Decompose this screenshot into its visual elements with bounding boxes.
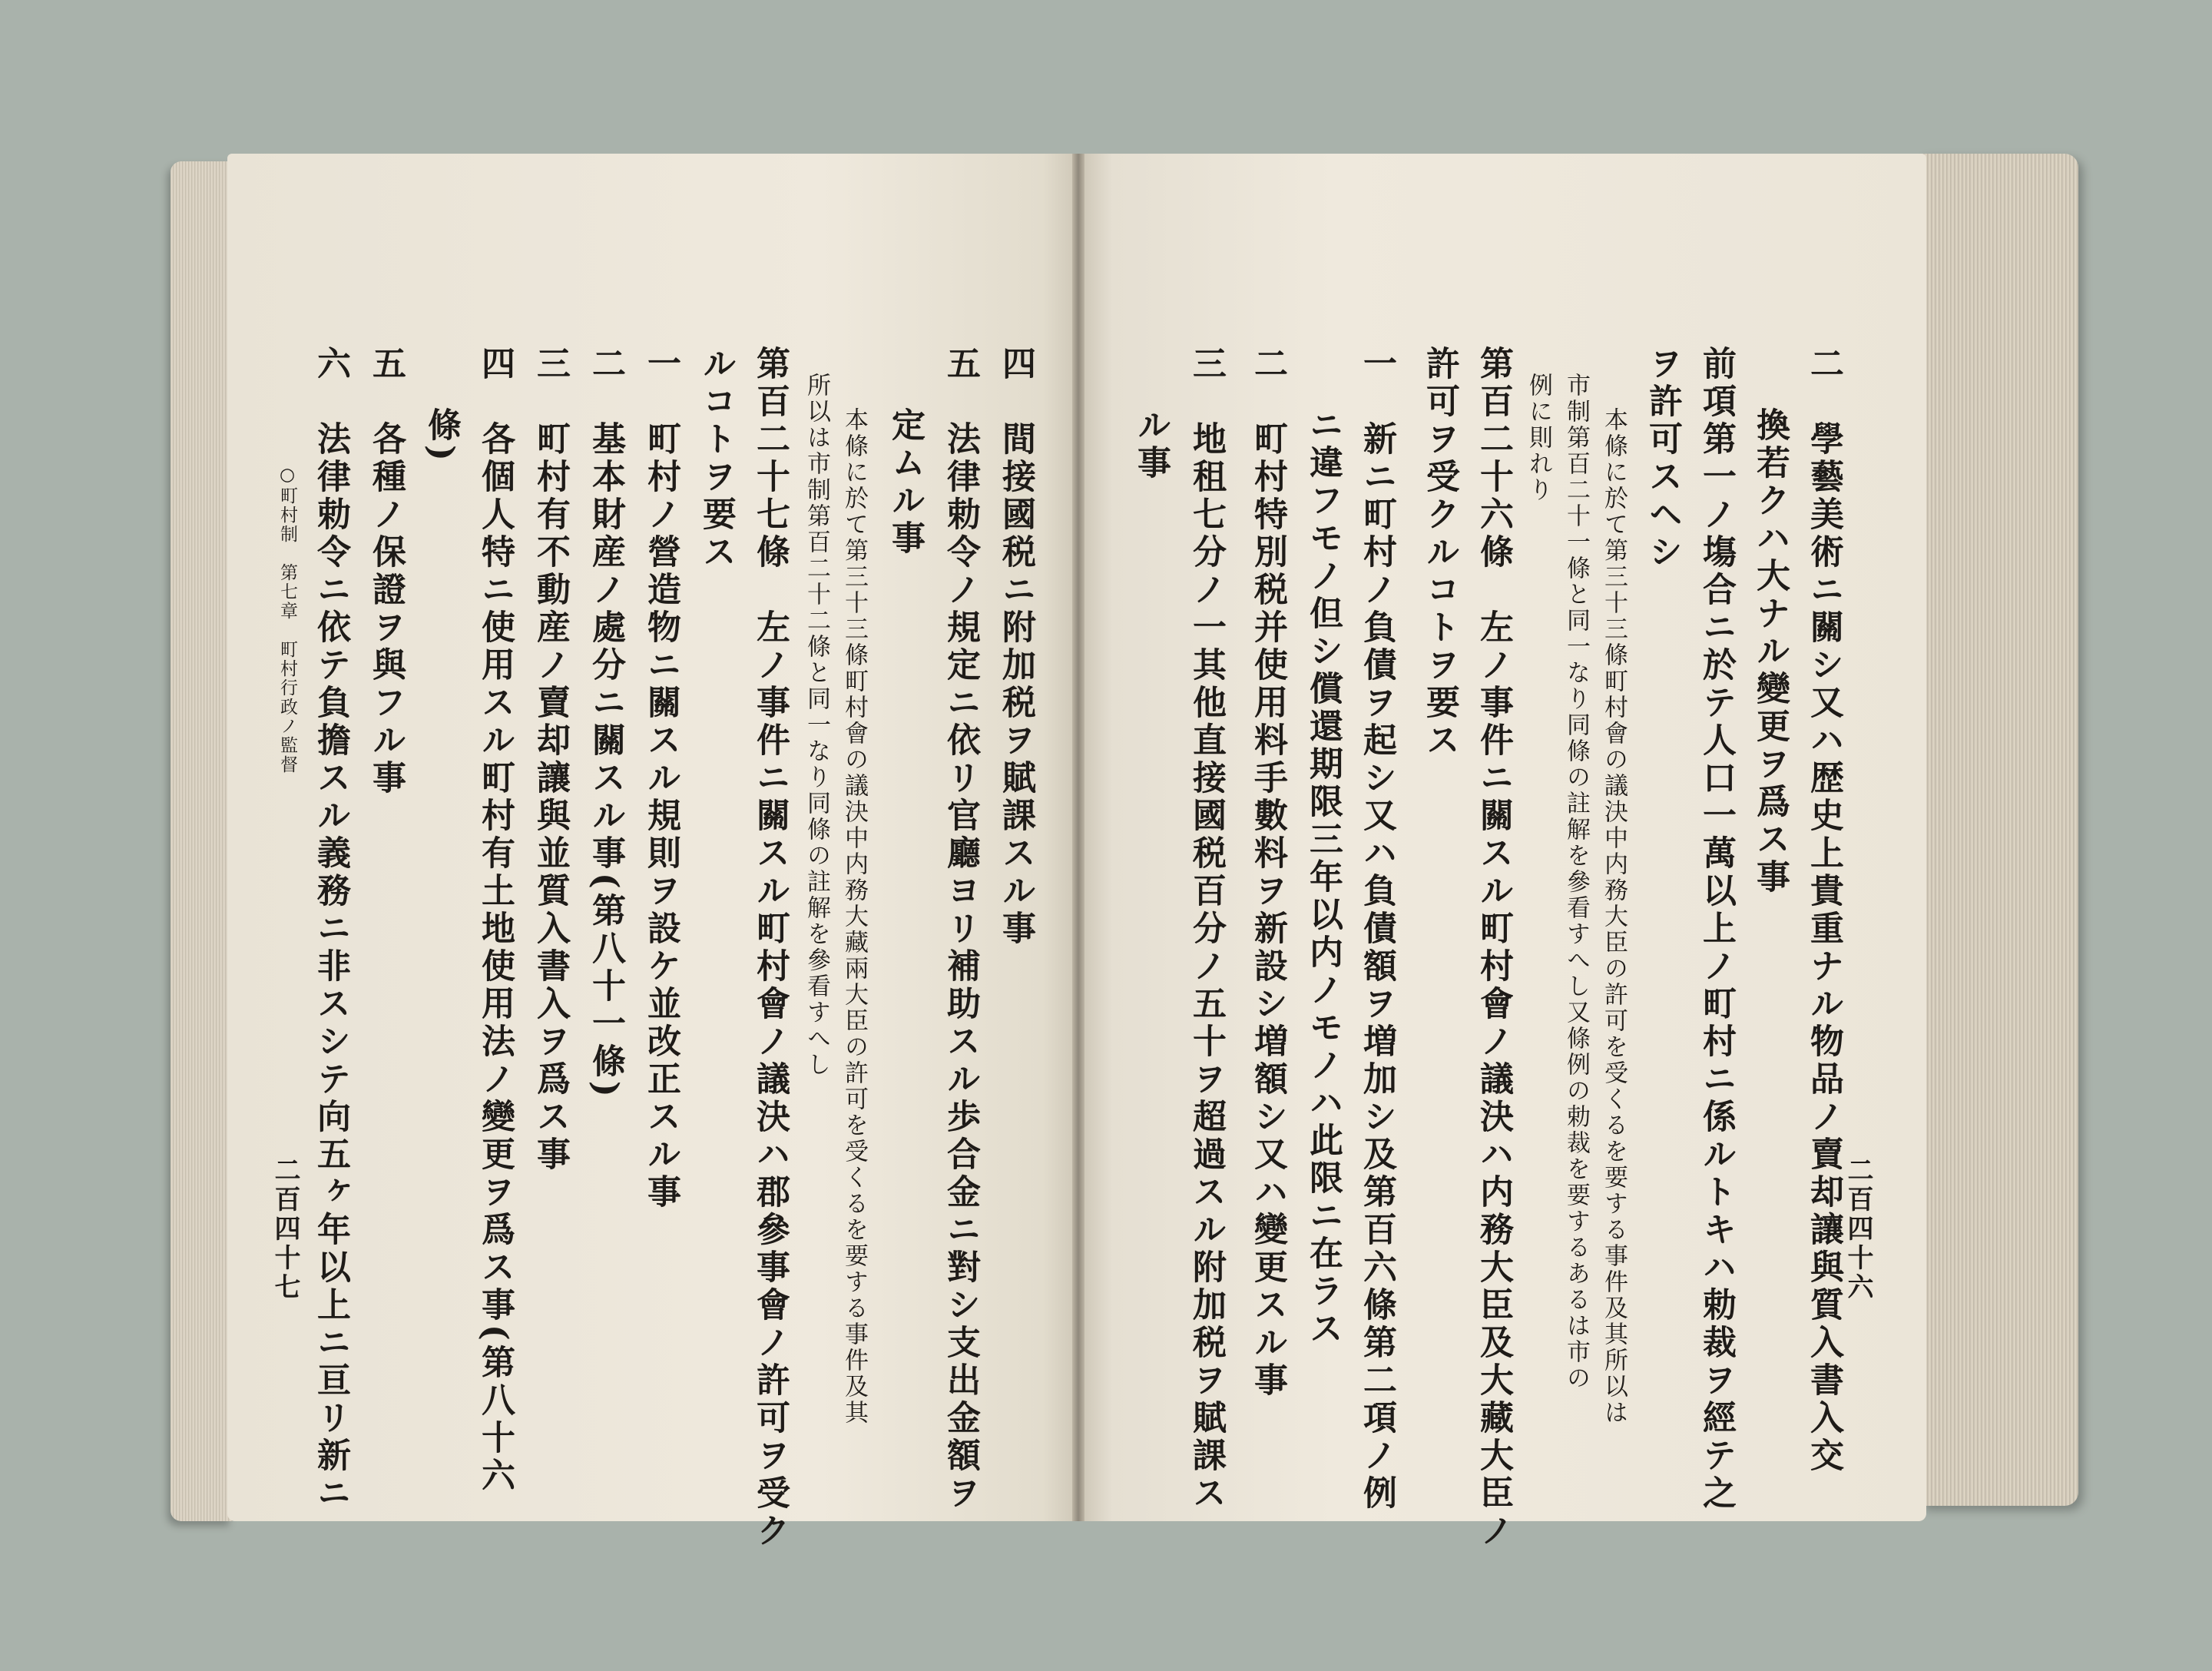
left-page-number: 二百四十七 [270,1156,300,1302]
left-item-4: 四 間接國税ニ附加税ヲ賦課スル事 [996,346,1035,948]
left-line: ルコトヲ要ス [697,346,736,572]
right-line: 二 學藝美術ニ關シ又ハ歴史上貴重ナル物品ノ賣却讓與質入書入交 [1804,346,1843,1475]
right-page-edges [1920,154,2078,1506]
right-line: ヲ許可スヘシ [1643,346,1682,572]
right-line: 前項第一ノ塲合ニ於テ人口一萬以上ノ町村ニ係ルトキハ勅裁ヲ經テ之 [1697,346,1736,1513]
right-page-number: 二百四十六 [1843,1156,1873,1302]
left-item-3: 三 町村有不動産ノ賣却讓與並質入書入ヲ爲ス事 [531,346,570,1174]
left-page-edges [171,161,232,1521]
left-item-5b: 五 各種ノ保證ヲ與フル事 [366,346,406,797]
left-line: 條) [422,407,461,465]
left-item-6: 六 法律勅令ニ依テ負擔スル義務ニ非スシテ向五ヶ年以上ニ亘リ新ニ [311,346,350,1513]
left-commentary-line: 所以は市制第百二十二條と同一なり同條の註解を參看すへし [803,373,830,1078]
right-item-1: 一 新ニ町村ノ負債ヲ起シ又ハ負債額ヲ増加シ及第百六條第二項ノ例 [1357,346,1396,1513]
left-article-heading: 第百二十七條 左ノ事件ニ關スル町村會ノ議決ハ郡參事會ノ許可ヲ受ク [750,346,790,1550]
left-item-5: 五 法律勅令ノ規定ニ依リ官廳ヨリ補助スル歩合金ニ對シ支出金額ヲ [941,346,980,1513]
right-line: ル事 [1131,407,1171,482]
right-item-3: 三 地租七分ノ一其他直接國税百分ノ五十ヲ超過スル附加税ヲ賦課ス [1187,346,1226,1513]
right-line: 許可ヲ受クルコトヲ要ス [1420,346,1459,760]
right-commentary-line: 例に則れり [1525,373,1552,503]
left-item-2: 二 基本財産ノ處分ニ關スル事(第八十一條) [586,346,625,1101]
left-line: 定ムル事 [886,407,925,558]
running-head: ○町村制 第七章 町村行政ノ監督 [277,465,297,774]
right-commentary-line: 市制第百二十一條と同一なり同條の註解を參看すへし又條例の勅裁を要するあるは市の [1562,373,1590,1391]
book-gutter [1072,154,1084,1521]
right-line: ニ違フモノ但シ償還期限三年以内ノモノハ此限ニ在ラス [1303,407,1343,1348]
right-article-heading: 第百二十六條 左ノ事件ニ關スル町村會ノ議決ハ内務大臣及大藏大臣ノ [1474,346,1513,1550]
right-item-2: 二 町村特別税并使用料手數料ヲ新設シ増額シ又ハ變更スル事 [1248,346,1287,1400]
left-item-1: 一 町村ノ營造物ニ關スル規則ヲ設ケ並改正スル事 [641,346,680,1212]
right-commentary-line: 本條に於て第三十三條町村會の議決中内務大臣の許可を受くるを要する事件及其所以は [1600,407,1628,1426]
left-item-4b: 四 各個人特ニ使用スル町村有土地使用法ノ變更ヲ爲ス事(第八十六 [475,346,515,1495]
left-commentary-line: 本條に於て第三十三條町村會の議決中内務大藏兩大臣の許可を受くるを要する事件及其 [840,407,868,1426]
right-line: 換若クハ大ナル變更ヲ爲ス事 [1750,407,1790,897]
